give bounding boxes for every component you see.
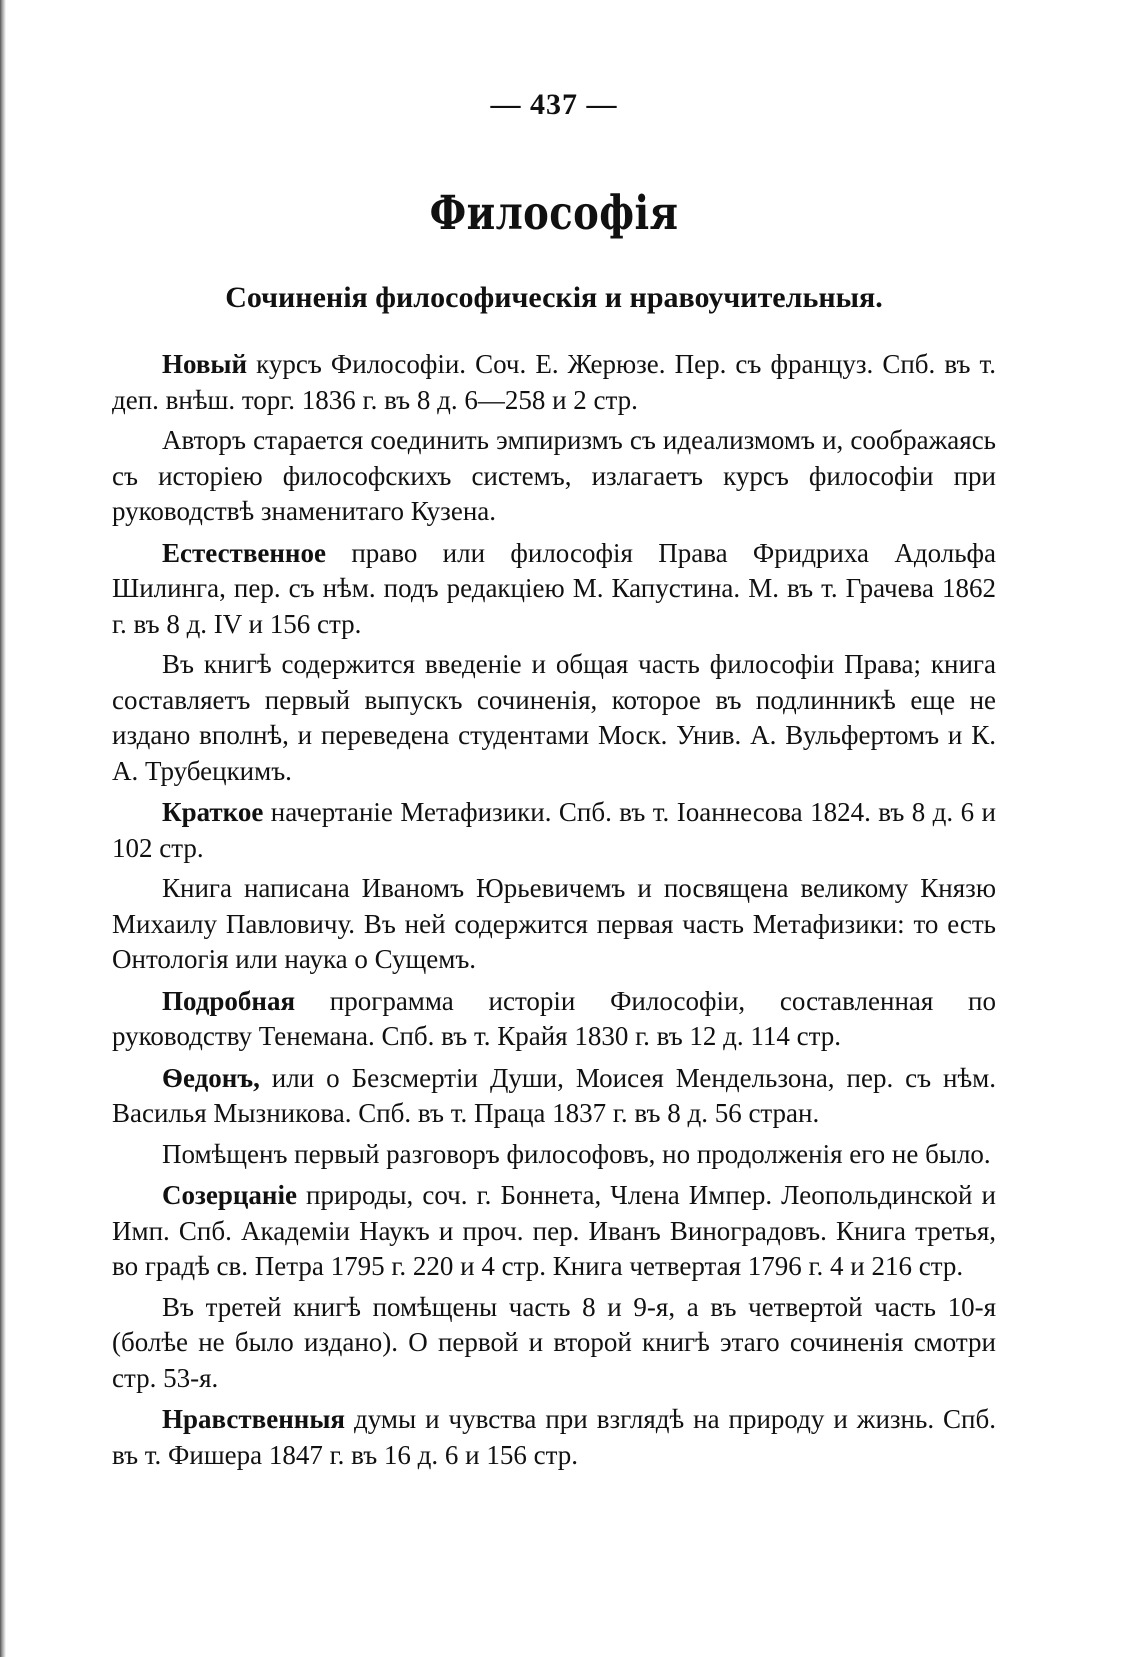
bibliography-entry bbox=[112, 347, 996, 530]
entry-citation bbox=[112, 536, 996, 643]
entry-lead-word: Созерцаніе bbox=[162, 1180, 297, 1210]
entry-annotation: Въ книгѣ содержится введеніе и общая часть философіи Права; книга составляетъ первый выпускъ сочиненія, которое въ подлинникѣ еще не издано вполнѣ, и переведена студентами Моск. Унив. А. Вульфертомъ и К. А. Трубецкимъ. bbox=[112, 649, 996, 786]
page-title: Философія bbox=[429, 186, 679, 241]
entry-citation bbox=[112, 1061, 996, 1132]
entry-citation bbox=[112, 1178, 996, 1285]
book-binding-edge bbox=[0, 0, 6, 1657]
bibliography-entry bbox=[112, 1178, 996, 1396]
entry-lead-word: Ѳедонъ, bbox=[162, 1062, 260, 1093]
bibliography-entry bbox=[112, 1402, 996, 1473]
entry-lead-word: Нравственныя bbox=[162, 1404, 346, 1434]
entry-annotation: Въ третей книгѣ помѣщены часть 8 и 9-я, а въ четвертой часть 10-я (болѣе не было издано). О первой и второй книгѣ этаго сочиненія смотри стр. 53-я. bbox=[112, 1291, 996, 1393]
bibliography-entry bbox=[112, 1061, 996, 1173]
entry-citation-text: природы, соч. г. Боннета, Члена Импер. Леопольдинской и Имп. Спб. Академіи Наукъ и проч. пер. Иванъ Виноградовъ. Книга третья, во градѣ св. Петра 1795 г. 220 и 4 стр. Книга четвертая 1796 г. 4 и 216 стр. bbox=[112, 1180, 997, 1281]
entry-annotation: Книга написана Иваномъ Юрьевичемъ и посвящена великому Князю Михаилу Павловичу. Въ ней содержится первая часть Метафизики: то есть Онтологія или наука о Сущемъ. bbox=[112, 873, 996, 974]
entry-lead-word: Краткое bbox=[162, 797, 264, 827]
page-number: — 437 — bbox=[490, 88, 618, 121]
entry-citation-text: или о Безсмертіи Души, Моисея Мендельзона, пер. съ нѣм. Василья Мызникова. Спб. въ т. Праца 1837 г. въ 8 д. 56 стран. bbox=[112, 1062, 996, 1128]
bibliography-entry bbox=[112, 536, 996, 790]
entry-lead-word: Новый bbox=[162, 349, 248, 379]
entry-citation-text: начертаніе Метафизики. Спб. въ т. Іоаннесова 1824. въ 8 д. 6 и 102 стр. bbox=[112, 797, 996, 863]
entry-citation bbox=[112, 795, 996, 866]
entry-annotation: Авторъ старается соединить эмпиризмъ съ идеализмомъ и, соображаясь съ исторіею философскихъ системъ, излагаетъ курсъ философіи при руководствѣ знаменитаго Кузена. bbox=[112, 425, 996, 526]
bibliography-entry bbox=[112, 795, 996, 978]
entry-lead-word: Естественное bbox=[162, 537, 326, 568]
entry-citation-text: программа исторіи Философіи, составленная по руководству Тенемана. Спб. въ т. Крайя 1830 г. въ 12 д. 114 стр. bbox=[112, 985, 996, 1051]
entry-lead-word: Подробная bbox=[162, 985, 296, 1016]
entry-citation bbox=[112, 1402, 996, 1473]
entry-citation-text: курсъ Философіи. Соч. Е. Жерюзе. Пер. съ француз. Спб. въ т. деп. внѣш. торг. 1836 г. въ 8 д. 6—258 и 2 стр. bbox=[112, 349, 997, 415]
bibliography-entry bbox=[112, 984, 996, 1055]
entry-annotation: Помѣщенъ первый разговоръ философовъ, но продолженія его не было. bbox=[162, 1138, 991, 1169]
entry-citation bbox=[112, 347, 996, 418]
entry-citation-text: право или философія Права Фридриха Адольфа Шилинга, пер. съ нѣм. подъ редакціею М. Капустина. М. въ т. Грачева 1862 г. въ 8 д. IV и 156 стр. bbox=[112, 537, 996, 639]
section-subtitle: Сочиненія философическія и нравоучительныя. bbox=[225, 281, 883, 314]
entry-citation-text: думы и чувства при взглядѣ на природу и жизнь. Спб. въ т. Фишера 1847 г. въ 16 д. 6 и 156 стр. bbox=[112, 1404, 996, 1470]
entry-citation bbox=[112, 984, 996, 1055]
book-page bbox=[112, 88, 996, 1479]
